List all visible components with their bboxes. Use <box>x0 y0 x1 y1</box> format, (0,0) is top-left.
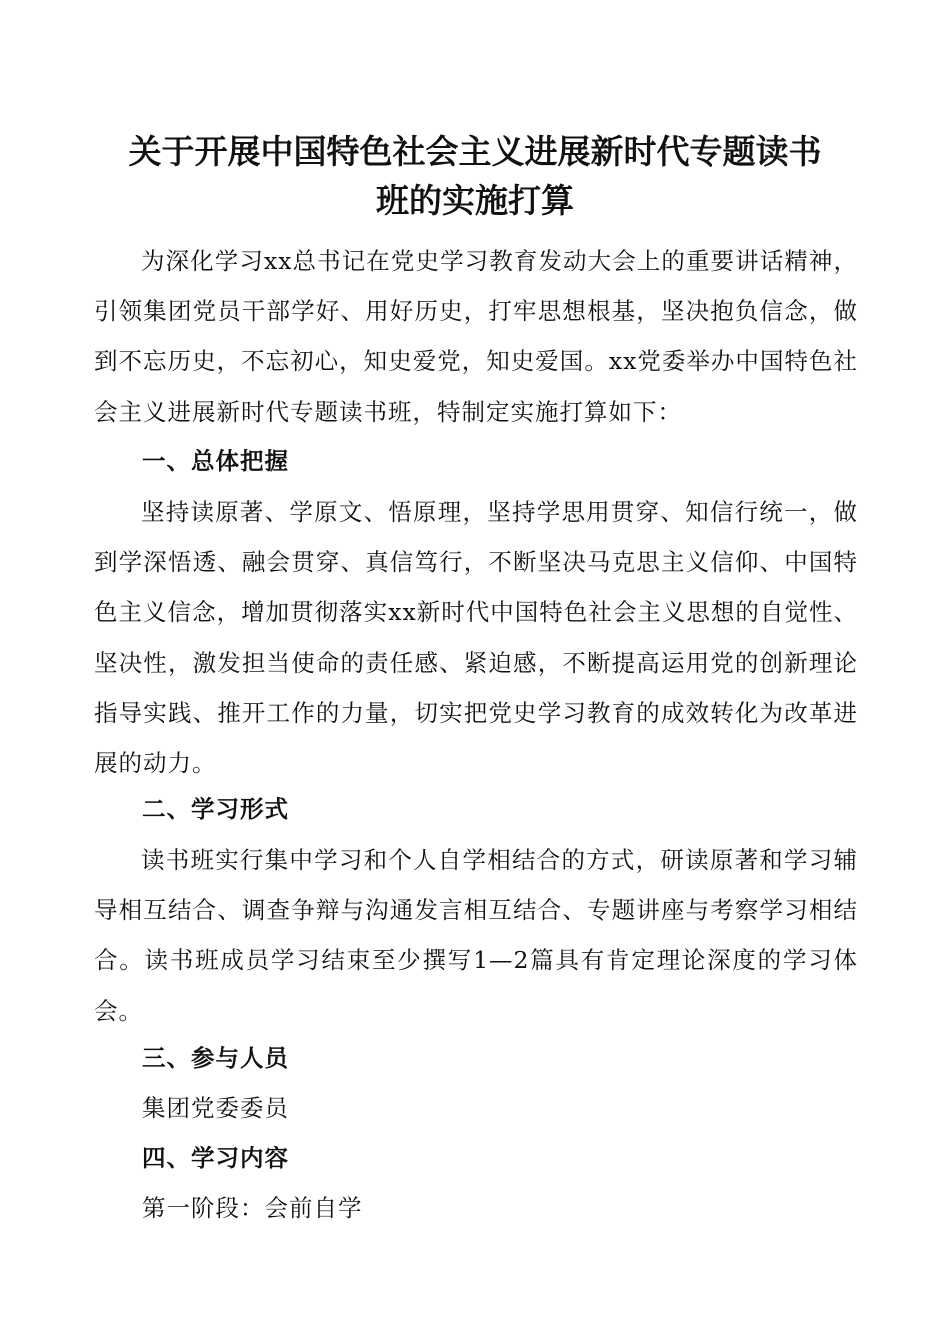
document-title-line-2: 班的实施打算 <box>376 181 574 220</box>
section-heading-participants: 三、参与人员 <box>142 1044 289 1072</box>
section-body-content: 第一阶段：会前自学 <box>142 1194 363 1222</box>
section-heading-overall: 一、总体把握 <box>142 447 289 475</box>
document-title-line-1: 关于开展中国特色社会主义进展新时代专题读书 <box>128 132 822 171</box>
section-heading-format: 二、学习形式 <box>142 795 289 823</box>
section-body-participants: 集团党委委员 <box>142 1094 289 1122</box>
section-heading-content: 四、学习内容 <box>142 1144 289 1172</box>
section-body-overall: 坚持读原著、学原文、悟原理，坚持学思用贯穿、知信行统一，做到学深悟透、融会贯穿、真信笃行，不断坚决马克思主义信仰、中国特色主义信念，增加贯彻落实xx新时代中国特色社会主义思想的自觉性、坚决性，激发担当使命的责任感、紧迫感，不断提高运用党的创新理论指导实践、推开工作的力量，切实把党史学习教育的成效转化为改革进展的动力。 <box>94 498 858 778</box>
section-body-format: 读书班实行集中学习和个人自学相结合的方式，研读原著和学习辅导相互结合、调查争辩与沟通发言相互结合、专题讲座与考察学习相结合。读书班成员学习结束至少撰写1—2篇具有肯定理论深度的学习体会。 <box>94 846 858 1025</box>
intro-paragraph: 为深化学习xx总书记在党史学习教育发动大会上的重要讲话精神，引领集团党员干部学好、用好历史，打牢思想根基，坚决抱负信念，做到不忘历史，不忘初心，知史爱党，知史爱国。xx党委举办中国特色社会主义进展新时代专题读书班，特制定实施打算如下： <box>94 247 858 426</box>
